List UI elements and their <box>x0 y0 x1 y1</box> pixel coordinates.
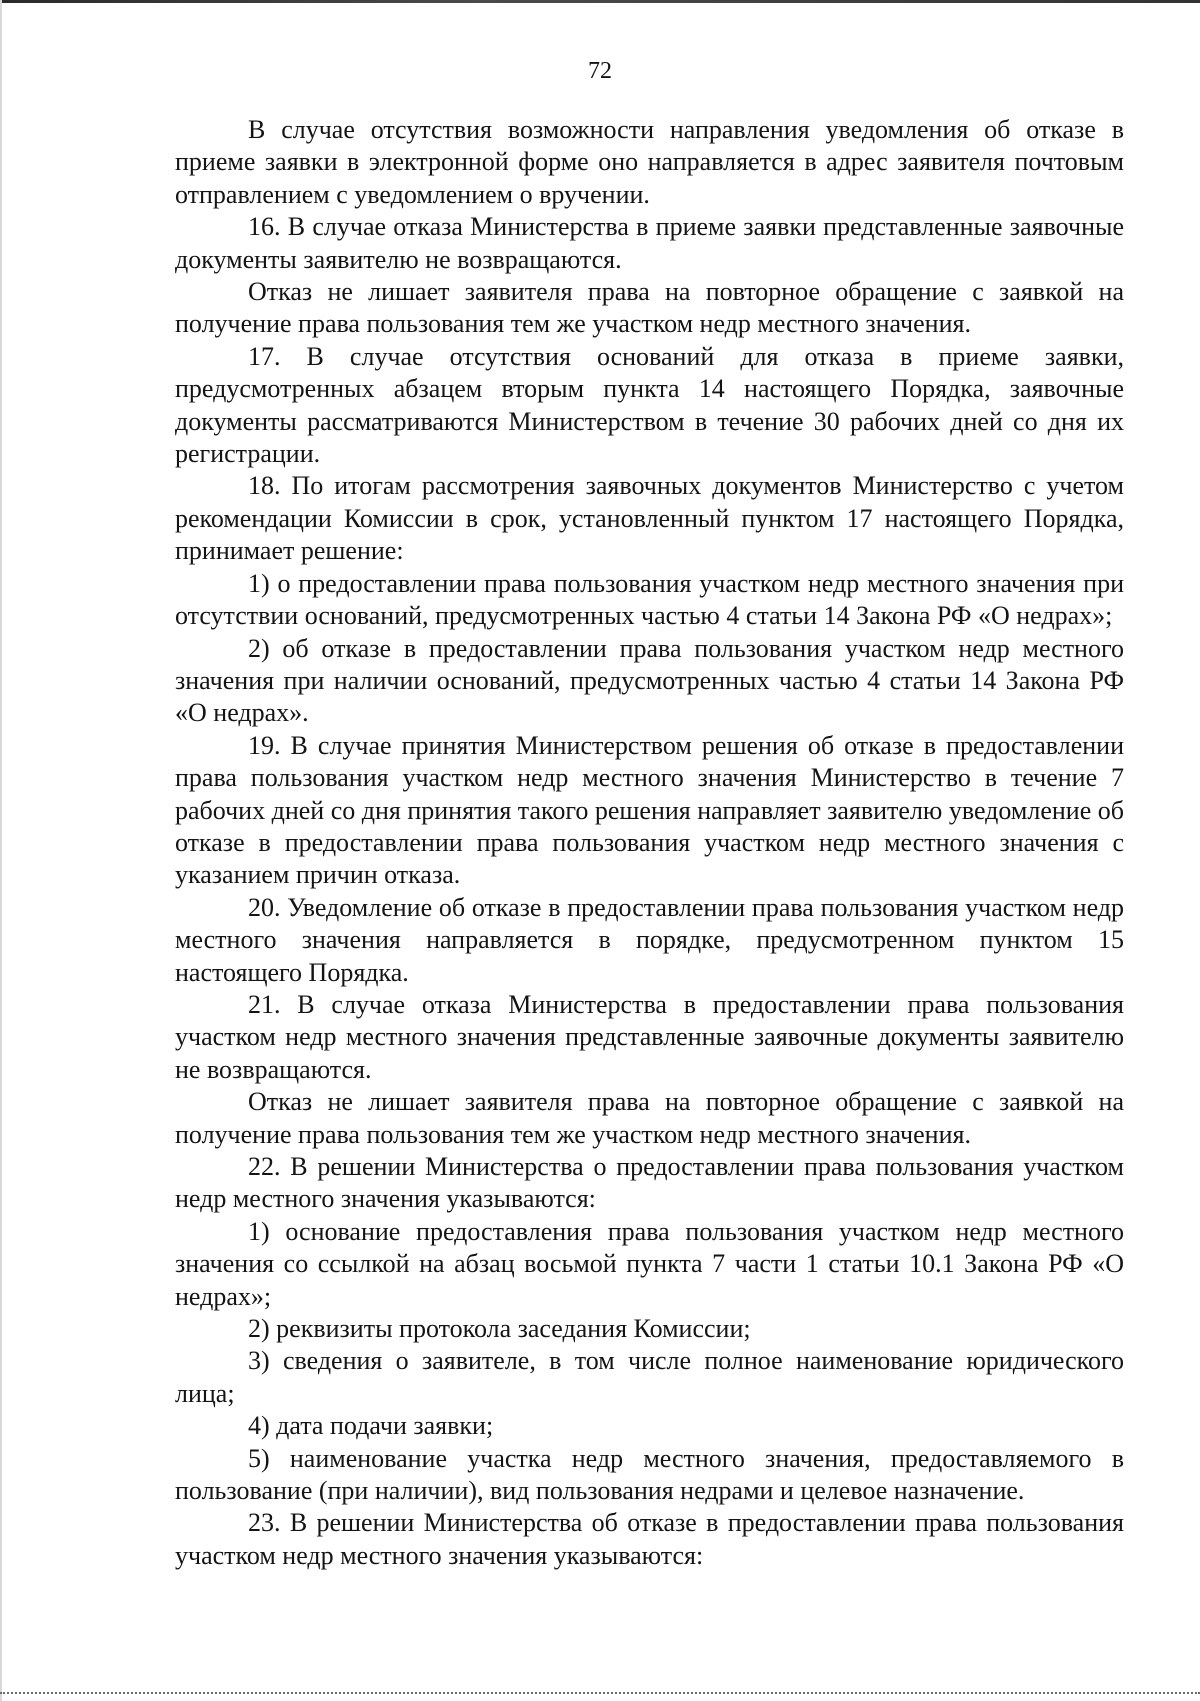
list-item: 1) основание предоставления права пользования участком недр местного значения со ссылкой на абзац восьмой пункта 7 части 1 статьи 10.1 Закона РФ «О недрах»; <box>175 1216 1124 1311</box>
paragraph: 20. Уведомление об отказе в предоставлении права пользования участком недр местного значения направляется в порядке, предусмотренном пунктом 15 настоящего Порядка. <box>175 892 1124 987</box>
list-item: 1) о предоставлении права пользования участком недр местного значения при отсутствии оснований, предусмотренных частью 4 статьи 14 Закона РФ «О недрах»; <box>175 568 1124 631</box>
paragraph: Отказ не лишает заявителя права на повторное обращение с заявкой на получение права пользования тем же участком недр местного значения. <box>175 1087 1124 1149</box>
paragraph: В случае отсутствия возможности направления уведомления об отказе в приеме заявки в электронной форме оно направляется в адрес заявителя почтовым отправлением с уведомлением о вручении. <box>175 115 1124 209</box>
paragraph: 23. В решении Министерства об отказе в предоставлении права пользования участком недр местного значения указываются: <box>175 1508 1124 1570</box>
paragraph: 16. В случае отказа Министерства в приеме заявки представленные заявочные документы заявителю не возвращаются. <box>175 212 1124 274</box>
paragraph: 21. В случае отказа Министерства в предоставлении права пользования участком недр местного значения представленные заявочные документы заявителю не возвращаются. <box>175 989 1124 1084</box>
paragraph: 22. В решении Министерства о предоставлении права пользования участком недр местного значения указываются: <box>175 1152 1124 1214</box>
list-item: 4) дата подачи заявки; <box>248 1411 494 1441</box>
document-body <box>175 114 1124 1572</box>
paragraph: 19. В случае принятия Министерством решения об отказе в предоставлении права пользования участком недр местного значения Министерство в течение 7 рабочих дней со дня принятия такого решения направляет заявителю уведомление об отказе в предоставлении права пользования участком недр местного значения с указанием причин отказа. <box>175 730 1124 890</box>
list-item: 2) об отказе в предоставлении права пользования участком недр местного значения при наличии оснований, предусмотренных частью 4 статьи 14 Закона РФ «О недрах». <box>175 633 1124 728</box>
list-item: 3) сведения о заявителе, в том числе полное наименование юридического лица; <box>175 1346 1124 1408</box>
paragraph: 18. По итогам рассмотрения заявочных документов Министерство с учетом рекомендации Комиссии в срок, установленный пунктом 17 настоящего Порядка, принимает решение: <box>175 471 1124 566</box>
page-number: 72 <box>588 58 612 84</box>
paragraph: Отказ не лишает заявителя права на повторное обращение с заявкой на получение права пользования тем же участком недр местного значения. <box>175 277 1124 339</box>
paragraph: 17. В случае отсутствия оснований для отказа в приеме заявки, предусмотренных абзацем вторым пункта 14 настоящего Порядка, заявочные документы рассматриваются Министерством в течение 30 рабочих дней со дня их регистрации. <box>175 341 1124 469</box>
scan-edge-top <box>0 0 1200 3</box>
scan-edge-left <box>0 0 2 1701</box>
list-item: 5) наименование участка недр местного значения, предоставляемого в пользование (при наличии), вид пользования недрами и целевое назначение. <box>175 1443 1124 1506</box>
list-item: 2) реквизиты протокола заседания Комиссии; <box>248 1314 751 1344</box>
scan-edge-bottom <box>0 1692 1200 1695</box>
